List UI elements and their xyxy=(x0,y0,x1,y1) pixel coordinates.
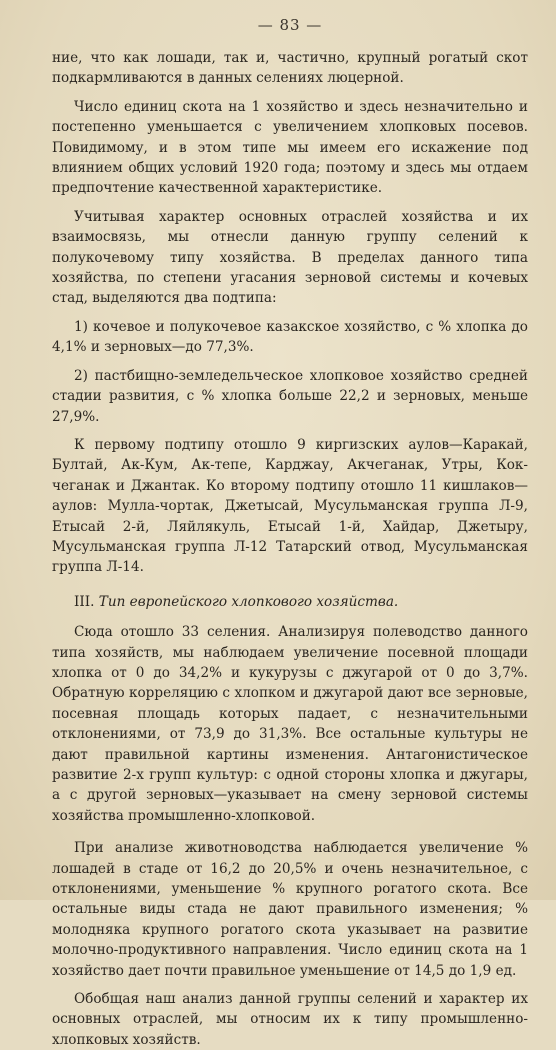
list-item: 2) пастбищно-земледельческое хлопковое хозяйство средней стадии развития, с % хлопка больше 22,2 и зерновых, меньше 27,9%. xyxy=(52,367,528,425)
paragraph: Сюда отошло 33 селения. Анализируя полеводство данного типа хозяйств, мы наблюдаем увеличение посевной площади хлопка от 0 до 34,2% и кукурузы с джугарой от 0 до 3,7%. Обратную корреляцию с хлопком и джугарой дают все зерновые, посевная площадь которых падает, с незначительными отклонениями, от 73,9 до 31,3%. Все остальные культуры не дают правильной картины изменения. Антагонистическое развитие 2-х групп культур: с одной стороны хлопка и джугары, а с другой зерновых—указывает на смену зерновой системы хозяйства промышленно-хлопковой. xyxy=(52,624,528,824)
page-number: — 83 — xyxy=(257,16,323,34)
section-number: III. xyxy=(74,593,95,610)
list-item: 1) кочевое и полукочевое казакское хозяйство, с % хлопка до 4,1% и зерновых—до 77,3%. xyxy=(52,318,528,356)
paragraph: При анализе животноводства наблюдается увеличение % лошадей в стаде от 16,2 до 20,5% и очень незначительное, с отклонениями, уменьшение % крупного рогатого скота. Все остальные виды стада не дают правильного изменения; % молодняка крупного рогатого скота указывает на развитие молочно-продуктивного направления. Число единиц скота на 1 хозяйство дает почти правильное уменьшение от 14,5 до 1,9 ед. xyxy=(52,840,528,979)
section-title: Тип европейского хлопкового хозяйства. xyxy=(98,593,399,610)
section-heading xyxy=(52,592,528,612)
paragraph: Учитывая характер основных отраслей хозяйства и их взаимосвязь, мы отнесли данную группу селений к полукочевому типу хозяйства. В пределах данного типа хозяйства, по степени угасания зерновой системы и кочевых стад, выделяются два подтипа: xyxy=(52,208,528,307)
paragraph: ние, что как лошади, так и, частично, крупный рогатый скот подкармливаются в данных селениях люцерной. xyxy=(52,50,528,87)
paragraph: Обобщая наш анализ данной группы селений и характер их основных отраслей, мы относим их к типу промышленно-хлопковых хозяйств. xyxy=(52,991,528,1048)
paragraph: К первому подтипу отошло 9 киргизских аулов—Каракай, Бултай, Ак-Кум, Ак-тепе, Карджау, Акчеганак, Утры, Кок-чеганак и Джантак. Ко второму подтипу отошло 11 кишлаков—аулов: Мулла-чортак, Джетысай, Мусульманская группа Л-9, Етысай 2-й, Ляйлякуль, Етысай 1-й, Хайдар, Джетыру, Мусульманская группа Л-12 Татарский отвод, Мусульманская группа Л-14. xyxy=(52,436,528,576)
paragraph: Число единиц скота на 1 хозяйство и здесь незначительно и постепенно уменьшается с увеличением хлопковых посевов. Повидимому, и в этом типе мы имеем его искажение под влиянием общих условий 1920 года; поэтому и здесь мы отдаем предпочтение качественной характеристике. xyxy=(52,98,528,197)
